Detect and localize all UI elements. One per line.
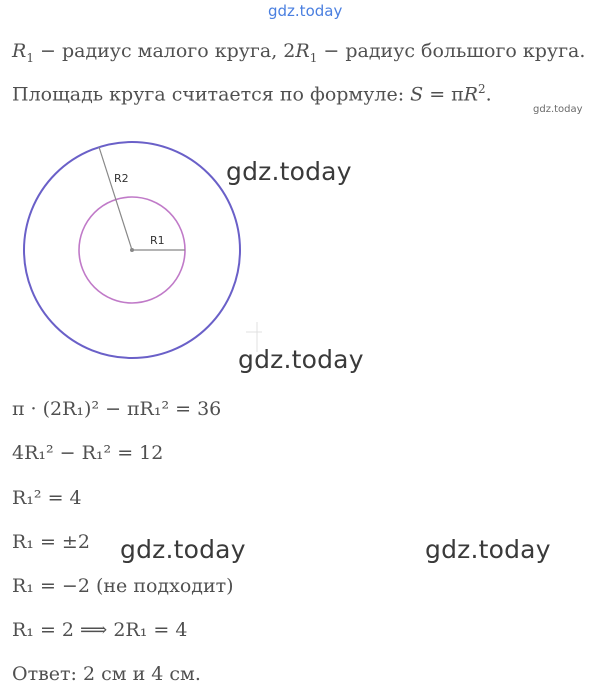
subscript: 1 [309,50,318,65]
watermark-small: gdz.today [533,104,583,115]
text: − радиус большого круга. [317,40,586,62]
watermark-1: gdz.today [226,157,352,186]
subscript: 1 [26,50,34,65]
step-6: R₁ = 2 ⟹ 2R₁ = 4 [12,619,188,641]
radius-r2-line [99,147,132,250]
watermark-3: gdz.today [120,535,246,564]
text: − радиус малого круга, 2 [33,40,296,62]
step-2: 4R₁² − R₁² = 12 [12,442,164,464]
var-r: R [295,40,310,62]
var-r: R [463,83,478,106]
text: . [485,83,492,106]
watermark-top: gdz.today [268,2,343,20]
step-3: R₁² = 4 [12,487,82,509]
var-s: S [410,83,424,106]
superscript: 2 [478,82,486,96]
text: = π [423,83,464,106]
answer: Ответ: 2 см и 4 см. [12,663,201,685]
center-point [130,248,134,252]
watermark-2: gdz.today [238,345,364,374]
label-r1: R1 [150,234,165,247]
step-4: R₁ = ±2 [12,531,90,553]
label-r2: R2 [114,172,129,185]
text: Площадь круга считается по формуле: [12,83,411,106]
step-1: π · (2R₁)² − πR₁² = 36 [12,398,222,420]
var-r: R [12,40,27,62]
step-5: R₁ = −2 (не подходит) [12,575,234,597]
watermark-4: gdz.today [425,535,551,564]
